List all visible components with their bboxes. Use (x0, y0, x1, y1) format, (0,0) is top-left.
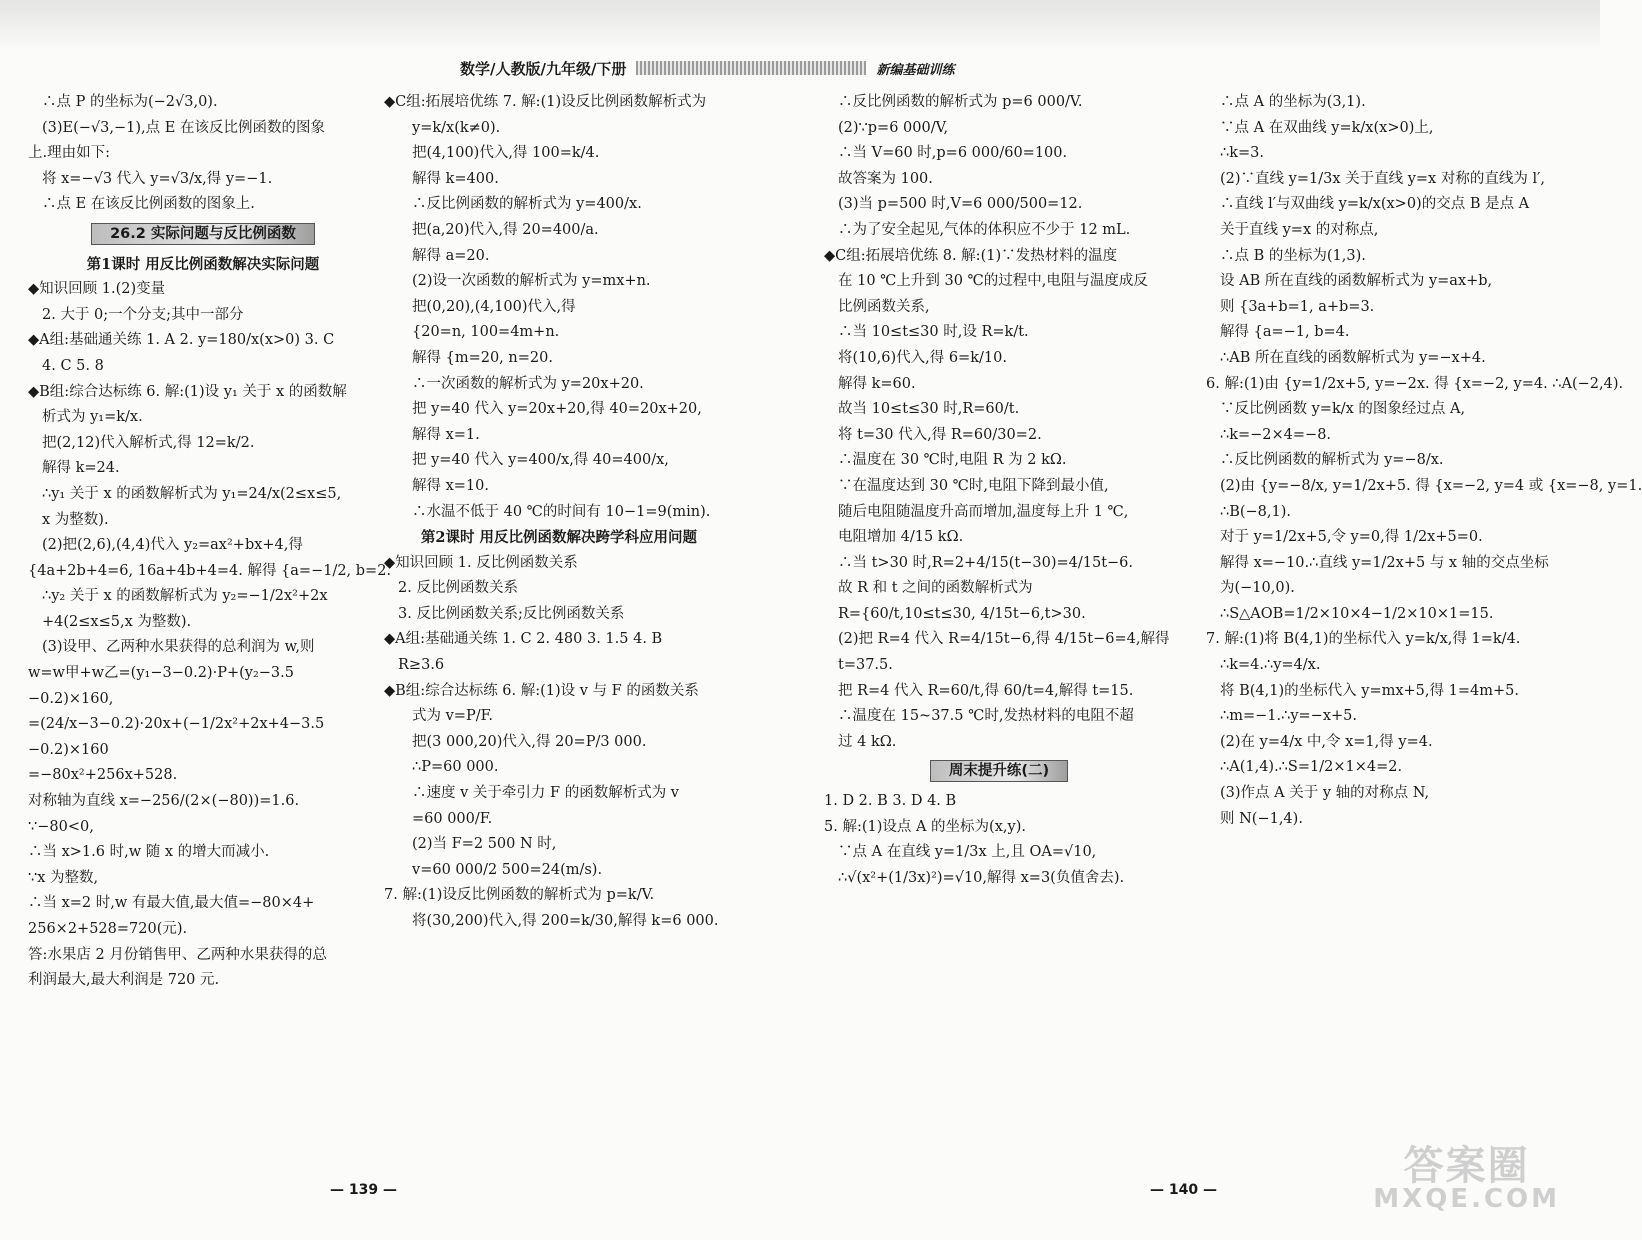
answer-line: =60 000/F. (412, 810, 493, 827)
answer-line: (2)由 {y=−8/x, y=1/2x+5. 得 {x=−2, y=4 或 {x=−8, y=1. (1220, 477, 1642, 494)
answer-line: R={60/t,10≤t≤30, 4/15t−6,t>30. (838, 605, 1086, 622)
answer-line: ∴√(x²+(1/3x)²)=√10,解得 x=3(负值舍去). (838, 869, 1125, 886)
answer-line: 将 t=30 代入,得 R=60/30=2. (838, 426, 1042, 443)
answer-line: ◆B组:综合达标练 6. 解:(1)设 y₁ 关于 x 的函数解 (28, 383, 347, 400)
answer-line: x 为整数). (42, 511, 109, 528)
answer-line: ∴速度 v 关于牵引力 F 的函数解析式为 v (412, 785, 679, 802)
answer-line: ∴k=3. (1220, 145, 1264, 162)
answer-line: (3)设甲、乙两种水果获得的总利润为 w,则 (42, 639, 315, 656)
answer-line: 将 x=−√3 代入 y=√3/x,得 y=−1. (42, 170, 273, 187)
answer-line: 比例函数关系, (838, 298, 930, 315)
page-number-left: — 139 — (330, 1182, 397, 1198)
answer-line: 解得 x=10. (412, 477, 489, 494)
answer-line: 3. 反比例函数关系;反比例函数关系 (398, 605, 625, 622)
answer-line: −0.2)×160 (28, 741, 109, 758)
answer-line: 2. 大于 0;一个分支;其中一部分 (42, 306, 244, 323)
answer-line: ∵x 为整数, (28, 869, 99, 886)
answer-line: ∴反比例函数的解析式为 y=400/x. (412, 196, 642, 213)
watermark-sub: MXQE.COM (1373, 1184, 1560, 1214)
answer-line: y=k/x(k≠0). (412, 119, 501, 136)
answer-line: R≥3.6 (398, 657, 445, 674)
answer-line: (2)当 F=2 500 N 时, (412, 836, 557, 853)
answer-line: ∴m=−1.∴y=−x+5. (1220, 708, 1357, 725)
answer-line: 把(a,20)代入,得 20=400/a. (412, 221, 599, 238)
answer-line: 解得 {m=20, n=20. (412, 349, 553, 366)
answer-line: 则 N(−1,4). (1220, 810, 1303, 827)
answer-line: 故当 10≤t≤30 时,R=60/t. (838, 401, 1020, 418)
answer-line: ◆C组:拓展培优练 7. 解:(1)设反比例函数解析式为 (384, 94, 707, 110)
answer-line: {4a+2b+4=6, 16a+4b+4=4. 解得 {a=−1/2, b=2. (28, 562, 392, 579)
answer-line: 对于 y=1/2x+5,令 y=0,得 1/2x+5=0. (1220, 529, 1483, 546)
answer-line: (2)∵直线 y=1/3x 关于直线 y=x 对称的直线为 l′, (1220, 170, 1545, 187)
answer-line: 上.理由如下: (28, 145, 110, 162)
answer-line: ◆A组:基础通关练 1. C 2. 480 3. 1.5 4. B (384, 631, 663, 648)
answer-line: ∴当 t>30 时,R=2+4/15(t−30)=4/15t−6. (838, 554, 1134, 571)
answer-line: ∴S△AOB=1/2×10×4−1/2×10×1=15. (1220, 605, 1494, 622)
answer-line: ∴反比例函数的解析式为 p=6 000/V. (838, 94, 1083, 110)
answer-line: ∴当 x>1.6 时,w 随 x 的增大而减小. (28, 844, 270, 861)
answer-line: 把(3 000,20)代入,得 20=P/3 000. (412, 733, 647, 750)
answer-line: (2)设一次函数的解析式为 y=mx+n. (412, 273, 651, 290)
answer-line: 5. 解:(1)设点 A 的坐标为(x,y). (824, 818, 1026, 835)
answer-line: (3)当 p=500 时,V=6 000/500=12. (838, 196, 1083, 213)
column-4 (1206, 90, 1642, 832)
watermark-main: 答案圈 (1403, 1143, 1530, 1189)
lesson-heading: 第2课时 用反比例函数解决跨学科应用问题 (420, 529, 698, 547)
answer-line: ◆A组:基础通关练 1. A 2. y=180/x(x>0) 3. C (28, 332, 335, 349)
answer-line: 电阻增加 4/15 kΩ. (838, 529, 964, 546)
answer-line: ∵点 A 在双曲线 y=k/x(x>0)上, (1220, 119, 1434, 136)
answer-line: ∵反比例函数 y=k/x 的图象经过点 A, (1220, 401, 1466, 418)
answer-line: 2. 反比例函数关系 (398, 580, 518, 597)
answer-line: 随后电阻随温度升高而增加,温度每上升 1 ℃, (838, 503, 1129, 520)
answer-line: ∴温度在 30 ℃时,电阻 R 为 2 kΩ. (838, 452, 1067, 469)
answer-line: =(24/x−3−0.2)·20x+(−1/2x²+2x+4−3.5 (28, 716, 325, 733)
answer-line: 为(−10,0). (1220, 580, 1295, 597)
answer-line: 把(4,100)代入,得 100=k/4. (412, 145, 600, 162)
section-title (824, 759, 1174, 785)
answer-line: 解得 k=24. (42, 460, 120, 477)
section-title (28, 222, 378, 248)
answer-line: ∴A(1,4).∴S=1/2×1×4=2. (1220, 759, 1403, 776)
answer-line: ∴直线 l′与双曲线 y=k/x(x>0)的交点 B 是点 A (1220, 196, 1530, 213)
answer-line: =−80x²+256x+528. (28, 767, 178, 784)
answer-line: w=w甲+w乙=(y₁−3−0.2)·P+(y₂−3.5 (28, 665, 294, 682)
header-brand: 新编基础训练 (876, 62, 955, 78)
answer-line: ∴B(−8,1). (1220, 503, 1292, 520)
answer-line: 对称轴为直线 x=−256/(2×(−80))=1.6. (28, 793, 300, 810)
answer-line: ◆C组:拓展培优练 8. 解:(1)∵发热材料的温度 (824, 247, 1118, 264)
answer-line: ∴当 10≤t≤30 时,设 R=k/t. (838, 324, 1029, 341)
answer-line: ∴y₂ 关于 x 的函数解析式为 y₂=−1/2x²+2x (42, 588, 328, 605)
answer-line: ◆知识回顾 1. 反比例函数关系 (384, 554, 578, 571)
answer-line: 4. C 5. 8 (42, 357, 104, 374)
answer-line: (3)作点 A 关于 y 轴的对称点 N, (1220, 785, 1430, 802)
section-title-box: 周末提升练(二) (930, 760, 1068, 782)
answer-line: ∴温度在 15~37.5 ℃时,发热材料的电阻不超 (838, 708, 1134, 725)
answer-line: (2)在 y=4/x 中,令 x=1,得 y=4. (1220, 733, 1433, 750)
answer-line: 设 AB 所在直线的函数解析式为 y=ax+b, (1220, 273, 1493, 290)
answer-line: 故答案为 100. (838, 170, 933, 187)
answer-line: (2)∵p=6 000/V, (838, 119, 949, 136)
answer-line: 利润最大,最大利润是 720 元. (28, 972, 220, 989)
answer-line: ∴AB 所在直线的函数解析式为 y=−x+4. (1220, 349, 1486, 366)
answer-line: ∴水温不低于 40 ℃的时间有 10−1=9(min). (412, 503, 711, 520)
answer-line: 式为 v=P/F. (412, 708, 494, 725)
answer-line: −0.2)×160, (28, 690, 114, 707)
answer-line: 7. 解:(1)将 B(4,1)的坐标代入 y=k/x,得 1=k/4. (1206, 631, 1521, 648)
answer-line: 把 y=40 代入 y=400/x,得 40=400/x, (412, 452, 669, 469)
answer-line: 过 4 kΩ. (838, 733, 897, 750)
answer-line: (2)把 R=4 代入 R=4/15t−6,得 4/15t−6=4,解得 (838, 631, 1170, 648)
answer-line: ∵在温度达到 30 ℃时,电阻下降到最小值, (838, 477, 1109, 494)
scan-top-shadow (0, 0, 1600, 50)
watermark (1373, 1143, 1560, 1214)
answer-line: 将(10,6)代入,得 6=k/10. (838, 349, 1007, 366)
answer-line: ∴点 E 在该反比例函数的图象上. (42, 196, 255, 213)
answer-line: 将(30,200)代入,得 200=k/30,解得 k=6 000. (412, 913, 719, 929)
answer-line: 256×2+528=720(元). (28, 921, 188, 937)
answer-line: t=37.5. (838, 657, 893, 674)
answer-line: ◆B组:综合达标练 6. 解:(1)设 v 与 F 的函数关系 (384, 682, 699, 699)
answer-line: 在 10 ℃上升到 30 ℃的过程中,电阻与温度成反 (838, 273, 1148, 290)
answer-line: 故 R 和 t 之间的函数解析式为 (838, 580, 1033, 597)
header-hatch-decoration (636, 61, 866, 75)
lesson-heading: 第1课时 用反比例函数解决实际问题 (86, 255, 320, 273)
answer-line: ∵点 A 在直线 y=1/3x 上,且 OA=√10, (838, 844, 1097, 861)
answer-line: 解得 x=1. (412, 426, 480, 443)
column-2 (384, 90, 734, 935)
answer-line: 6. 解:(1)由 {y=1/2x+5, y=−2x. 得 {x=−2, y=4. ∴A(−2,4). (1206, 375, 1624, 392)
answer-line: 关于直线 y=x 的对称点, (1220, 221, 1379, 238)
answer-line: ∴当 x=2 时,w 有最大值,最大值=−80×4+ (28, 895, 315, 912)
answer-line: 把(0,20),(4,100)代入,得 (412, 298, 576, 315)
header-subject: 数学/人教版/九年级/下册 (460, 59, 627, 78)
answer-line: 析式为 y₁=k/x. (42, 409, 143, 426)
answer-line: ∴点 A 的坐标为(3,1). (1220, 94, 1366, 110)
answer-line: ∴点 P 的坐标为(−2√3,0). (42, 94, 218, 110)
answer-line: 把(2,12)代入解析式,得 12=k/2. (42, 434, 255, 451)
answer-line: ∴k=−2×4=−8. (1220, 426, 1332, 443)
answer-line: 把 y=40 代入 y=20x+20,得 40=20x+20, (412, 401, 702, 418)
answer-line: ∴点 B 的坐标为(1,3). (1220, 247, 1366, 264)
answer-line: ∴为了安全起见,气体的体积应不少于 12 mL. (838, 221, 1131, 238)
answer-line: 把 R=4 代入 R=60/t,得 60/t=4,解得 t=15. (838, 682, 1134, 699)
answer-line: ∴P=60 000. (412, 759, 499, 776)
answer-line: (3)E(−√3,−1),点 E 在该反比例函数的图象 (42, 119, 325, 136)
answer-line: 解得 k=400. (412, 170, 499, 187)
answer-line: ∴当 V=60 时,p=6 000/60=100. (838, 145, 1068, 162)
answer-line: ∴反比例函数的解析式为 y=−8/x. (1220, 452, 1444, 469)
answer-line: 将 B(4,1)的坐标代入 y=mx+5,得 1=4m+5. (1220, 682, 1519, 699)
answer-line: ◆知识回顾 1.(2)变量 (28, 281, 166, 298)
answer-line: ∴y₁ 关于 x 的函数解析式为 y₁=24/x(2≤x≤5, (42, 485, 342, 502)
answer-line: ∵−80<0, (28, 818, 94, 835)
answer-line: 解得 k=60. (838, 375, 916, 392)
answer-line: v=60 000/2 500=24(m/s). (412, 861, 603, 878)
answer-line: 7. 解:(1)设反比例函数的解析式为 p=k/V. (384, 887, 655, 904)
answer-line: 1. D 2. B 3. D 4. B (824, 793, 957, 810)
section-title-box: 26.2 实际问题与反比例函数 (91, 223, 315, 245)
page-number-right: — 140 — (1150, 1182, 1217, 1198)
page-header (460, 56, 954, 80)
column-1 (28, 90, 392, 994)
answer-line: 解得 x=−10.∴直线 y=1/2x+5 与 x 轴的交点坐标 (1220, 554, 1549, 571)
answer-line: 则 {3a+b=1, a+b=3. (1220, 298, 1375, 315)
answer-line: +4(2≤x≤5,x 为整数). (42, 613, 192, 630)
answer-line: ∴k=4.∴y=4/x. (1220, 657, 1321, 674)
answer-line: (2)把(2,6),(4,4)代入 y₂=ax²+bx+4,得 (42, 537, 303, 554)
answer-line: 解得 {a=−1, b=4. (1220, 324, 1350, 341)
answer-line: 答:水果店 2 月份销售甲、乙两种水果获得的总 (28, 946, 327, 963)
column-3 (824, 90, 1174, 891)
answer-line: 解得 a=20. (412, 247, 490, 264)
answer-line: {20=n, 100=4m+n. (412, 324, 560, 341)
answer-line: ∴一次函数的解析式为 y=20x+20. (412, 375, 644, 392)
